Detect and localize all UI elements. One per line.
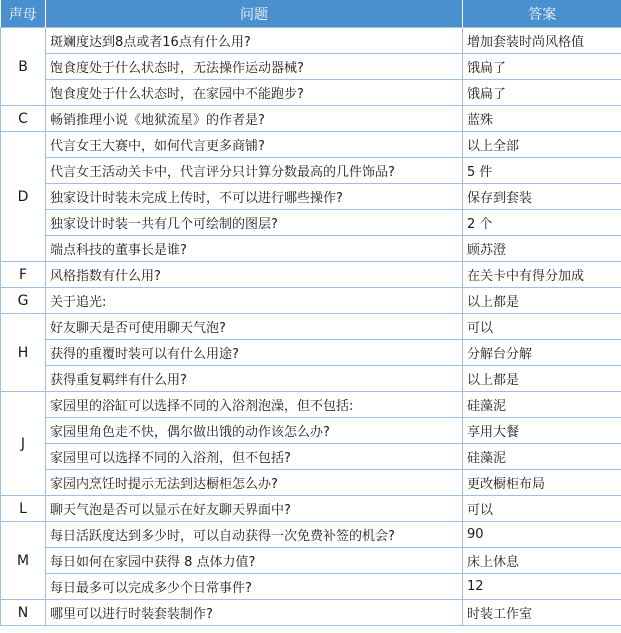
initial-cell: M [1,522,46,600]
question-cell: 饱食度处于什么状态时，在家园中不能跑步? [46,80,463,106]
question-cell: 家园内烹饪时提示无法到达橱柜怎么办? [46,470,463,496]
initial-cell: G [1,288,46,314]
answer-cell: 2 个 [463,210,621,236]
table-row [1,28,621,54]
question-cell: 聊天气泡是否可以显示在好友聊天界面中? [46,496,463,522]
question-cell: 代言女王活动关卡中，代言评分只计算分数最高的几件饰品? [46,158,463,184]
table-row [1,366,621,392]
initial-cell: B [1,28,46,106]
table-row [1,80,621,106]
question-cell: 风格指数有什么用? [46,262,463,288]
table-row [1,574,621,600]
table-row [1,548,621,574]
question-cell: 端点科技的董事长是谁? [46,236,463,262]
answer-cell: 享用大餐 [463,418,621,444]
answer-cell: 分解台分解 [463,340,621,366]
table-row [1,184,621,210]
question-cell: 获得的重覆时装可以有什么用途? [46,340,463,366]
table-row [1,340,621,366]
answer-cell: 12 [463,574,621,600]
answer-cell: 增加套装时尚风格值 [463,28,621,54]
answer-cell: 顾苏澄 [463,236,621,262]
answer-cell: 以上都是 [463,366,621,392]
question-cell: 获得重复羁绊有什么用? [46,366,463,392]
answer-cell: 可以 [463,314,621,340]
table-row [1,418,621,444]
answer-cell: 在关卡中有得分加成 [463,262,621,288]
question-cell: 斑斓度达到8点或者16点有什么用? [46,28,463,54]
initial-cell: F [1,262,46,288]
question-cell: 独家设计时装未完成上传时，不可以进行哪些操作? [46,184,463,210]
question-cell: 每日如何在家园中获得 8 点体力值? [46,548,463,574]
answer-cell: 保存到套装 [463,184,621,210]
table-body [1,28,621,626]
question-cell: 家园里角色走不快，偶尔做出饿的动作该怎么办? [46,418,463,444]
header-row [1,0,621,28]
question-cell: 每日最多可以完成多少个日常事件? [46,574,463,600]
table-row [1,470,621,496]
question-cell: 每日活跃度达到多少时，可以自动获得一次免费补签的机会? [46,522,463,548]
question-cell: 哪里可以进行时装套装制作? [46,600,463,626]
table-row [1,54,621,80]
table-row [1,236,621,262]
initial-cell: N [1,600,46,626]
header-initial: 声母 [1,0,46,28]
answer-cell: 5 件 [463,158,621,184]
answer-cell: 饿扁了 [463,80,621,106]
header-question: 问题 [46,0,463,28]
initial-cell: D [1,132,46,262]
question-cell: 好友聊天是否可使用聊天气泡? [46,314,463,340]
initial-cell: H [1,314,46,392]
table-header [1,0,621,28]
question-cell: 关于追光: [46,288,463,314]
table-row [1,600,621,626]
table-row [1,392,621,418]
header-answer: 答案 [463,0,621,28]
table-row [1,314,621,340]
answer-cell: 90 [463,522,621,548]
table-row [1,132,621,158]
answer-cell: 可以 [463,496,621,522]
table-row [1,496,621,522]
answer-cell: 更改橱柜布局 [463,470,621,496]
question-cell: 畅销推理小说《地狱流星》的作者是? [46,106,463,132]
question-cell: 家园里可以选择不同的入浴剂，但不包括? [46,444,463,470]
question-cell: 独家设计时装一共有几个可绘制的图层? [46,210,463,236]
table-row [1,210,621,236]
answer-cell: 以上全部 [463,132,621,158]
answer-cell: 时装工作室 [463,600,621,626]
question-cell: 家园里的浴缸可以选择不同的入浴剂泡澡，但不包括: [46,392,463,418]
table-row [1,522,621,548]
answer-cell: 硅藻泥 [463,444,621,470]
table-row [1,158,621,184]
answer-cell: 饿扁了 [463,54,621,80]
question-cell: 饱食度处于什么状态时，无法操作运动器械? [46,54,463,80]
question-cell: 代言女王大赛中，如何代言更多商铺? [46,132,463,158]
answer-cell: 蓝殊 [463,106,621,132]
table-row [1,106,621,132]
answer-cell: 床上休息 [463,548,621,574]
initial-cell: J [1,392,46,496]
answer-cell: 以上都是 [463,288,621,314]
initial-cell: C [1,106,46,132]
table-row [1,288,621,314]
table-row [1,444,621,470]
answer-cell: 硅藻泥 [463,392,621,418]
table-row [1,262,621,288]
initial-cell: L [1,496,46,522]
